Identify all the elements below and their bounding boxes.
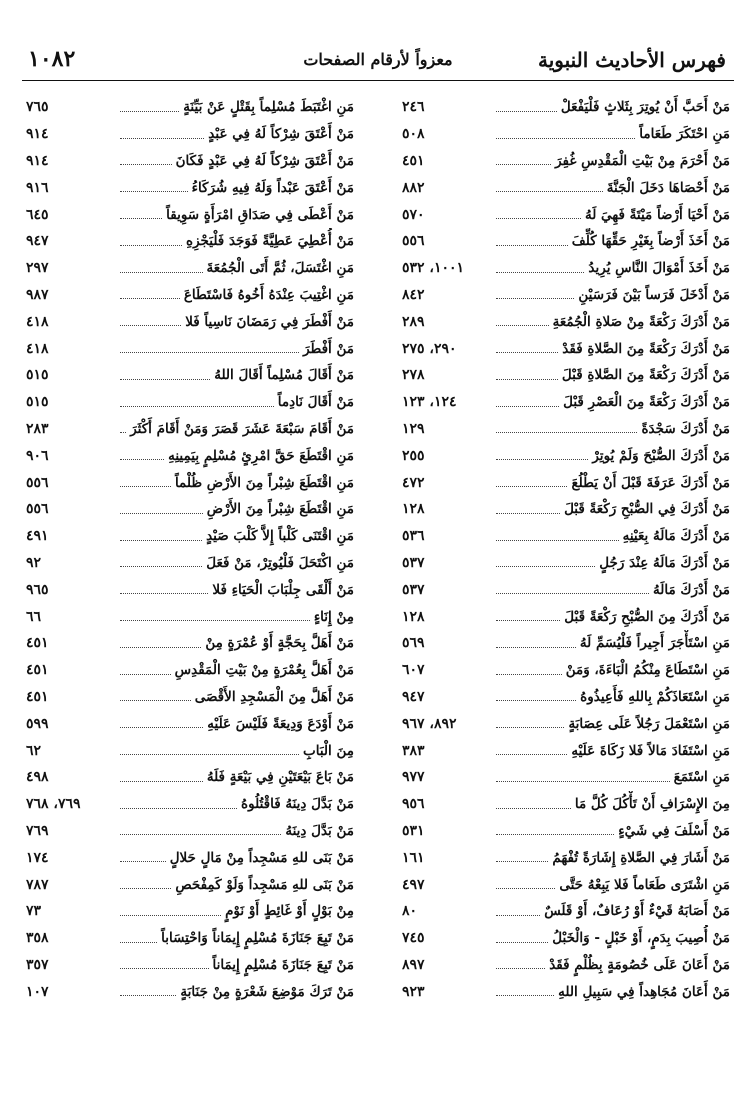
index-entry (26, 442, 354, 469)
index-entry (26, 469, 354, 496)
index-entry (26, 550, 354, 577)
dot-leader (496, 995, 554, 996)
hadith-text: مَنْ أَحْرَمَ مِنْ بَيْتِ الْمَقْدِسِ غُفِرَ (555, 152, 730, 169)
hadith-text: مَنِ اشْتَرَى طَعَاماً فَلا يَبِعْهُ حَتَّى (559, 876, 730, 893)
page-reference: ٣٥٨ (26, 930, 49, 947)
index-entry (26, 898, 354, 925)
dot-leader (120, 432, 126, 433)
dot-leader (120, 942, 157, 943)
hadith-text: مَنْ أَعْتَقَ شِرْكاً لَهُ فِي عَبْدٍ فَكَانَ (175, 152, 354, 169)
hadith-text: مَنْ أَخَذَ أَمْوَالَ النَّاسِ يُرِيدُ (588, 260, 730, 277)
dot-leader (120, 781, 203, 782)
hadith-text: مَنْ أَعْطَى فِي صَدَاقِ امْرَأَةٍ سَوِيقاً (166, 206, 354, 223)
dot-leader (120, 513, 203, 514)
page-subtitle: معزواً لأرقام الصفحات (303, 50, 453, 69)
index-entry (402, 576, 730, 603)
hadith-text: مَنِ اقْتَطَعَ حَقَّ امْرِئٍ مُسْلِمٍ بِيَمِينِهِ (168, 447, 354, 464)
dot-leader (496, 406, 559, 407)
left-index-column (26, 94, 354, 1005)
page-reference: ٤١٨ (26, 340, 49, 357)
index-entry (402, 94, 730, 121)
index-entry (402, 282, 730, 309)
dot-leader (120, 834, 281, 835)
hadith-text: مَنْ بَدَّلَ دِينَهُ فَاقْتُلُوهُ (241, 796, 354, 813)
dot-leader (496, 486, 567, 487)
hadith-text: مَنْ أَحَبَّ أَنْ يُوتِرَ بِثَلاثٍ فَلْيَفْعَلْ (560, 99, 730, 116)
index-entry (402, 469, 730, 496)
dot-leader (496, 888, 555, 889)
dot-leader (120, 754, 299, 755)
dot-leader (496, 272, 584, 273)
hadith-text: مَنْ أَدْرَكَ مَالَهُ بِعَيْنِهِ (622, 528, 730, 545)
page-reference: ٥٥٦ (26, 501, 49, 518)
page-number: ١٠٨٢ (28, 46, 76, 72)
dot-leader (496, 781, 670, 782)
page-reference: ٢٩٠، ٢٧٥ (402, 340, 457, 357)
dot-leader (120, 888, 171, 889)
index-entry (402, 818, 730, 845)
dot-leader (120, 700, 191, 701)
dot-leader (496, 968, 545, 969)
dot-leader (496, 218, 581, 219)
index-entry (402, 550, 730, 577)
hadith-text: مَنِ اسْتَطَاعَ مِنْكُمُ الْبَاءَةَ، وَمَنْ (565, 662, 730, 679)
index-entry (26, 174, 354, 201)
page-reference: ٨٨٢ (402, 179, 425, 196)
index-entry (26, 978, 354, 1005)
index-entry (402, 442, 730, 469)
dot-leader (496, 674, 562, 675)
dot-leader (120, 218, 162, 219)
hadith-text: مِنْ بَوْلٍ أَوْ غَائِطٍ أَوْ نَوْمٍ (225, 903, 354, 920)
hadith-text: مَنْ بَدَّلَ دِينَهُ (285, 822, 354, 839)
hadith-text: مَنِ اسْتَأْجَرَ أَجِيراً فَلْيُسَمِّ لَهُ (579, 635, 730, 652)
index-entry (402, 228, 730, 255)
hadith-text: مَنْ تَبِعَ جَنَازَةَ مُسْلِمٍ إِيمَاناً وَاحْتِسَاباً (161, 930, 354, 947)
index-entry (26, 791, 354, 818)
dot-leader (496, 432, 637, 433)
hadith-text: مَنْ أَفْطَرَ فِي رَمَضَانَ نَاسِياً فَلا (185, 313, 354, 330)
dot-leader (496, 942, 548, 943)
index-entry (26, 308, 354, 335)
dot-leader (120, 164, 172, 165)
dot-leader (496, 298, 574, 299)
page-reference: ٩٦٥ (26, 581, 49, 598)
page-reference: ٢٥٥ (402, 447, 425, 464)
dot-leader (496, 566, 595, 567)
dot-leader (496, 754, 567, 755)
hadith-text: مَنْ أَحْصَاهَا دَخَلَ الْجَنَّةَ (606, 179, 730, 196)
dot-leader (120, 272, 203, 273)
index-entry (26, 871, 354, 898)
index-entry (402, 764, 730, 791)
index-entry (26, 121, 354, 148)
right-index-column (402, 94, 730, 1005)
dot-leader (496, 700, 576, 701)
page-reference: ٨٩٢، ٩٦٧ (402, 715, 457, 732)
page-reference: ٦٤٥ (26, 206, 49, 223)
hadith-text: مَنِ اغْتَسَلَ، ثُمَّ أَتَى الْجُمُعَةَ (206, 260, 354, 277)
hadith-text: مِنَ الإِسْرَافِ أَنْ تَأْكُلَ كُلَّ مَا (574, 796, 730, 813)
index-entry (402, 523, 730, 550)
hadith-text: مَنِ احْتَكَرَ طَعَاماً (639, 126, 730, 143)
page-reference: ٧٣ (26, 903, 42, 920)
page-reference: ٤٧٢ (402, 474, 425, 491)
page-reference: ٩٤٧ (26, 233, 49, 250)
dot-leader (120, 968, 209, 969)
index-entry (402, 737, 730, 764)
dot-leader (496, 727, 564, 728)
dot-leader (496, 379, 558, 380)
index-entry (26, 335, 354, 362)
hadith-text: مَنْ أَدْرَكَ مِنَ الصُّبْحِ رَكْعَةً قَبْلَ (564, 608, 730, 625)
index-entry (26, 925, 354, 952)
index-entry (402, 791, 730, 818)
index-entry (402, 710, 730, 737)
index-entry (26, 630, 354, 657)
page-reference: ١٧٤ (26, 849, 49, 866)
page-reference: ٣٥٧ (26, 956, 49, 973)
index-entry (26, 523, 354, 550)
hadith-text: مَنْ أَدْرَكَ مَالَهُ عِنْدَ رَجُلٍ (599, 554, 730, 571)
index-entry (402, 496, 730, 523)
page-title: فهرس الأحاديث النبوية (537, 48, 726, 72)
index-entry (402, 174, 730, 201)
page-reference: ٥٣٧ (402, 581, 425, 598)
hadith-text: مَنْ أَقَالَ مُسْلِماً أَقَالَ اللهُ (214, 367, 354, 384)
page-reference: ٣٨٣ (402, 742, 425, 759)
dot-leader (120, 593, 208, 594)
index-entry (26, 94, 354, 121)
page-reference: ٥١٥ (26, 367, 49, 384)
dot-leader (496, 513, 560, 514)
page-reference: ٩٠٦ (26, 447, 49, 464)
index-entry (26, 710, 354, 737)
dot-leader (496, 808, 571, 809)
index-entry (26, 603, 354, 630)
index-entry (26, 684, 354, 711)
page-reference: ٩١٦ (26, 179, 49, 196)
page-reference: ١٠٧ (26, 983, 49, 1000)
index-entry (402, 148, 730, 175)
dot-leader (496, 593, 649, 594)
page-reference: ٦٠٧ (402, 662, 425, 679)
hadith-text: مَنِ اكْتَحَلَ فَلْيُوتِرْ، مَنْ فَعَلَ (206, 554, 354, 571)
index-entry (402, 898, 730, 925)
page-reference: ١٦١ (402, 849, 425, 866)
dot-leader (120, 566, 202, 567)
page-reference: ١٢٨ (402, 608, 425, 625)
dot-leader (496, 325, 549, 326)
dot-leader (120, 111, 179, 112)
page-reference: ٨٩٧ (402, 956, 425, 973)
page-reference: ٤٥١ (26, 688, 49, 705)
hadith-text: مَنْ أُعْطِيَ عَطِيَّةً فَوَجَدَ فَلْيَجْزِهِ (186, 233, 354, 250)
hadith-text: مَنْ أَحْيَا أَرْضاً مَيْتَةً فَهِيَ لَهُ (584, 206, 730, 223)
index-entry (402, 925, 730, 952)
page-reference: ١٢٩ (402, 420, 425, 437)
page-reference: ٥٣٧ (402, 554, 425, 571)
page-reference: ٩٨٧ (26, 286, 49, 303)
index-entry (26, 952, 354, 979)
page-reference: ٥٣١ (402, 822, 425, 839)
hadith-text: مَنْ أَفْطَرَ (303, 340, 354, 357)
page-reference: ٧٦٩، ٧٦٨ (26, 796, 81, 813)
page-reference: ٦٢ (26, 742, 42, 759)
hadith-text: مَنْ أَدْرَكَ الصُّبْحَ وَلَمْ يُوتِرْ (592, 447, 730, 464)
dot-leader (120, 620, 310, 621)
hadith-text: مَنْ أَهَلَّ بِحَجَّةٍ أَوْ عُمْرَةٍ مِنْ (205, 635, 354, 652)
page-reference: ٥٥٦ (26, 474, 49, 491)
hadith-text: مَنْ أَعَانَ مُجَاهِداً فِي سَبِيلِ اللهِ (558, 983, 730, 1000)
page-reference: ٥٧٠ (402, 206, 425, 223)
page-reference: ٢٩٧ (26, 260, 49, 277)
hadith-text: مَنِ اغْتَبَطَ مُسْلِماً بِقَتْلٍ عَنْ بَيِّنَةٍ (183, 99, 354, 116)
page-reference: ٩٢٣ (402, 983, 425, 1000)
dot-leader (120, 861, 166, 862)
dot-leader (496, 164, 551, 165)
page-reference: ٢٨٩ (402, 313, 425, 330)
page-reference: ٧٦٩ (26, 822, 49, 839)
hadith-text: مَنْ أَقَامَ سَبْعَةَ عَشَرَ قَصَرَ وَمَنْ أَقَامَ أَكْثَرَ (130, 420, 354, 437)
page-header (22, 42, 734, 78)
index-entry (26, 201, 354, 228)
page-reference: ٩٥٦ (402, 796, 425, 813)
page-reference: ١٠٠١، ٥٣٢ (402, 260, 465, 277)
hadith-text: مَنْ أَعْتَقَ عَبْداً وَلَهُ فِيهِ شُرَكَاءُ (191, 179, 354, 196)
index-entry (26, 737, 354, 764)
page-reference: ٩١٤ (26, 126, 49, 143)
dot-leader (120, 808, 237, 809)
page-reference: ٧٨٧ (26, 876, 49, 893)
hadith-text: مَنِ اقْتَطَعَ شِبْراً مِنَ الأَرْضِ ظُلْماً (174, 474, 354, 491)
hadith-text: مَنْ أَدْرَكَ عَرَفَةَ قَبْلَ أَنْ يَطْلُعَ (571, 474, 730, 491)
dot-leader (120, 191, 188, 192)
hadith-text: مَنْ بَاعَ بَيْعَتَيْنِ فِي بَيْعَةٍ فَلَهُ (206, 769, 354, 786)
hadith-text: مِنْ إِنَاءٍ (313, 608, 354, 625)
page-reference: ٥١٥ (26, 394, 49, 411)
page-reference: ٢٨٣ (26, 420, 49, 437)
dot-leader (120, 298, 180, 299)
index-entry (26, 362, 354, 389)
index-entry (402, 630, 730, 657)
hadith-text: مَنْ أَدْرَكَ مَالَهُ (652, 581, 730, 598)
dot-leader (496, 620, 560, 621)
dot-leader (120, 379, 210, 380)
hadith-text: مَنْ أُصِيبَ بِدَمٍ، أَوْ خَبْلٍ - وَالْخَبْلُ (552, 930, 730, 947)
dot-leader (120, 727, 203, 728)
index-entry (402, 416, 730, 443)
page-reference: ٥٦٩ (402, 635, 425, 652)
hadith-text: مَنِ اقْتَنَى كَلْباً إِلاَّ كَلْبَ صَيْدٍ (206, 528, 354, 545)
page-reference: ٥٠٨ (402, 126, 425, 143)
index-entry (402, 844, 730, 871)
hadith-text: مَنْ بَنَى للهِ مَسْجِداً مِنْ مَالٍ حَلالٍ (169, 849, 354, 866)
index-entry (26, 576, 354, 603)
hadith-text: مَنْ أَدْرَكَ رَكْعَةً مِنْ صَلاةِ الْجُمُعَةِ (552, 313, 730, 330)
hadith-text: مَنْ أَعْتَقَ شِرْكاً لَهُ فِي عَبْدٍ (208, 126, 354, 143)
page-reference: ٩٧٧ (402, 769, 425, 786)
index-entry (26, 255, 354, 282)
dot-leader (496, 138, 635, 139)
dot-leader (120, 325, 181, 326)
index-entry (402, 389, 730, 416)
hadith-text: مَنْ أَخَذَ أَرْضاً بِغَيْرِ حَقِّهَا كُلِّفَ (571, 233, 730, 250)
hadith-text: مَنْ أَدْرَكَ فِي الصُّبْحِ رَكْعَةً قَبْلَ (564, 501, 730, 518)
hadith-text: مَنْ أَقَالَ نَادِماً (277, 394, 354, 411)
page-reference: ٧٤٥ (402, 930, 425, 947)
index-entry (402, 362, 730, 389)
hadith-text: مَنْ أَعَانَ عَلَى خُصُومَةٍ بِظُلْمٍ فَقَدْ (549, 956, 730, 973)
hadith-text: مَنْ أَدْرَكَ رَكْعَةً مِنَ الْعَصْرِ قَبْلَ (563, 394, 730, 411)
index-entry (402, 657, 730, 684)
dot-leader (120, 647, 201, 648)
dot-leader (496, 459, 588, 460)
hadith-text: مَنِ اسْتَعَاذَكُمْ بِاللهِ فَأَعِيذُوهُ (580, 688, 730, 705)
page-reference: ٩١٤ (26, 152, 49, 169)
index-entry (26, 148, 354, 175)
page-reference: ٥٩٩ (26, 715, 49, 732)
dot-leader (496, 540, 619, 541)
hadith-text: مَنْ أَدْرَكَ رَكْعَةً مِنَ الصَّلاةِ قَبْلَ (561, 367, 730, 384)
dot-leader (496, 111, 557, 112)
index-entry (26, 389, 354, 416)
index-entry (402, 952, 730, 979)
dot-leader (496, 245, 568, 246)
dot-leader (120, 540, 202, 541)
dot-leader (120, 995, 176, 996)
index-entry (402, 335, 730, 362)
hadith-text: مَنِ اسْتَمَعَ (673, 769, 730, 786)
page-reference: ٤٩١ (26, 528, 49, 545)
hadith-text: مِنَ الْبَابِ (303, 742, 354, 759)
hadith-text: مَنِ اقْتَطَعَ شِبْراً مِنَ الأَرْضِ (206, 501, 354, 518)
index-entry (26, 496, 354, 523)
page-reference: ٩٤٧ (402, 688, 425, 705)
index-entry (402, 308, 730, 335)
hadith-text: مَنْ أَدْرَكَ سَجْدَةً (641, 420, 730, 437)
page-reference: ٧٦٥ (26, 99, 49, 116)
header-rule (22, 80, 734, 81)
page-reference: ١٢٨ (402, 501, 425, 518)
page-reference: ١٢٤، ١٢٣ (402, 394, 457, 411)
dot-leader (120, 459, 164, 460)
hadith-text: مَنْ أَدْخَلَ فَرَساً بَيْنَ فَرَسَيْنِ (578, 286, 730, 303)
hadith-text: مَنِ اسْتَفَادَ مَالاً فَلا زَكَاةَ عَلَيْهِ (571, 742, 730, 759)
hadith-text: مَنِ اسْتَعْمَلَ رَجُلاً عَلَى عِصَابَةٍ (568, 715, 730, 732)
index-entry (402, 201, 730, 228)
hadith-text: مَنْ أَهَلَّ بِعُمْرَةٍ مِنْ بَيْتِ الْمَقْدِسِ (174, 662, 354, 679)
index-entry (402, 255, 730, 282)
index-entry (26, 844, 354, 871)
dot-leader (120, 352, 299, 353)
index-entry (402, 603, 730, 630)
dot-leader (120, 245, 182, 246)
hadith-text: مَنْ أَلْقَى جِلْبَابَ الْحَيَاءِ فَلا (212, 581, 354, 598)
page-reference: ٤٥١ (402, 152, 425, 169)
index-entry (26, 416, 354, 443)
dot-leader (496, 191, 603, 192)
hadith-text: مَنْ أَسْلَفَ فِي شَيْءٍ (618, 822, 730, 839)
dot-leader (120, 674, 171, 675)
page-reference: ٤٩٧ (402, 876, 425, 893)
hadith-text: مَنِ اغْتِيبَ عِنْدَهُ أَخُوهُ فَاسْتَطَاعَ (183, 286, 354, 303)
hadith-text: مَنْ أَصَابَهُ قَيْءٌ أَوْ رُعَافٌ، أَوْ قَلَسٌ (544, 903, 730, 920)
dot-leader (120, 915, 221, 916)
hadith-text: مَنْ أَشَارَ فِي الصَّلاةِ إِشَارَةً تُفْهَمُ (552, 849, 730, 866)
hadith-text: مَنْ أَهَلَّ مِنَ الْمَسْجِدِ الأَقْصَى (194, 688, 354, 705)
index-entry (402, 684, 730, 711)
dot-leader (496, 647, 576, 648)
index-entry (26, 764, 354, 791)
page-reference: ٤٩٨ (26, 769, 49, 786)
page-reference: ٢٤٦ (402, 99, 425, 116)
index-entry (26, 228, 354, 255)
dot-leader (120, 406, 274, 407)
dot-leader (120, 138, 204, 139)
dot-leader (496, 834, 614, 835)
page-reference: ٦٦ (26, 608, 42, 625)
page-reference: ٤٥١ (26, 662, 49, 679)
index-entry (26, 818, 354, 845)
page-reference: ٤١٨ (26, 313, 49, 330)
dot-leader (120, 486, 171, 487)
page-reference: ٥٣٦ (402, 528, 425, 545)
page-reference: ٨٤٢ (402, 286, 425, 303)
dot-leader (496, 915, 540, 916)
index-entry (402, 978, 730, 1005)
hadith-text: مَنْ بَنَى للهِ مَسْجِداً وَلَوْ كَمِفْحَصِ (175, 876, 354, 893)
hadith-text: مَنْ تَبِعَ جَنَازَةَ مُسْلِمٍ إِيمَاناً (212, 956, 354, 973)
page-reference: ٩٢ (26, 554, 42, 571)
dot-leader (496, 861, 548, 862)
index-entry (402, 871, 730, 898)
index-entry (26, 657, 354, 684)
hadith-text: مَنْ تَرَكَ مَوْضِعَ شَعْرَةٍ مِنْ جَنَابَةٍ (180, 983, 354, 1000)
page-reference: ٤٥١ (26, 635, 49, 652)
index-entry (26, 282, 354, 309)
dot-leader (496, 352, 558, 353)
hadith-text: مَنْ أَدْرَكَ رَكْعَةً مِنَ الصَّلاةِ فَقَدْ (562, 340, 730, 357)
page-reference: ٥٥٦ (402, 233, 425, 250)
index-entry (402, 121, 730, 148)
page-reference: ٢٧٨ (402, 367, 425, 384)
page-reference: ٨٠ (402, 903, 418, 920)
hadith-text: مَنْ أَوْدَعَ وَدِيعَةً فَلَيْسَ عَلَيْهِ (207, 715, 354, 732)
